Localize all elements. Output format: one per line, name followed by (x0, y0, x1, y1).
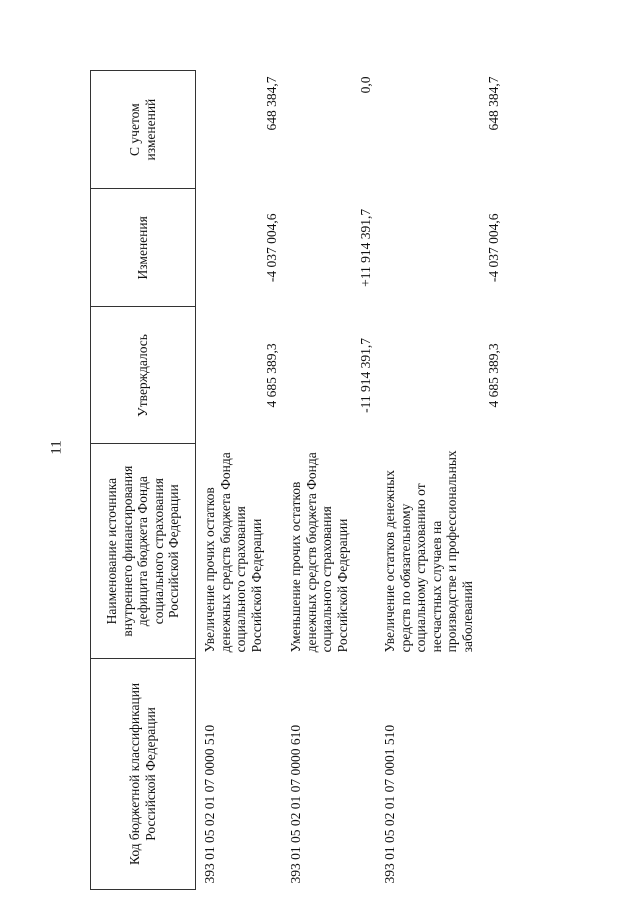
table-row (196, 71, 283, 890)
row-result: 0,0 (358, 76, 374, 94)
row-approved: 4 685 389,3 (264, 343, 280, 408)
header-name: Наименование источника внутреннего финансирования дефицита бюджета Фонда социального страхования Российской Федерации (91, 444, 196, 658)
header-change: Изменения (91, 189, 196, 307)
row-name: Увеличение остатков денежных средств по обязательному социальному страхованию от несчастных случаев на производстве и профессиональных заболеваний (382, 450, 475, 653)
row-change: -4 037 004,6 (264, 213, 280, 283)
row-change: -4 037 004,6 (486, 213, 502, 283)
row-code: 393 01 05 02 01 07 0000 510 (202, 724, 217, 884)
table-row (282, 71, 376, 890)
page-number: 11 (48, 440, 65, 455)
row-name: Уменьшение прочих остатков денежных средств бюджета Фонда социального страхования Российской Федерации (288, 452, 350, 653)
header-result: С учетом изменений (91, 71, 196, 189)
table-header-row (91, 71, 196, 890)
header-code: Код бюджетной классификации Российской Федерации (91, 658, 196, 889)
table-row (376, 71, 504, 890)
row-name: Увеличение прочих остатков денежных средств бюджета Фонда социального страхования Российской Федерации (202, 452, 264, 653)
row-approved: 4 685 389,3 (486, 343, 502, 408)
row-approved: -11 914 391,7 (358, 337, 374, 413)
row-result: 648 384,7 (486, 76, 502, 131)
row-change: +11 914 391,7 (358, 208, 374, 287)
header-approved: Утверждалось (91, 307, 196, 444)
row-code: 393 01 05 02 01 07 0000 610 (288, 724, 303, 884)
row-code: 393 01 05 02 01 07 0001 510 (382, 724, 397, 884)
rotated-table-container (90, 70, 504, 890)
budget-sources-table (90, 70, 504, 890)
row-result: 648 384,7 (264, 76, 280, 131)
